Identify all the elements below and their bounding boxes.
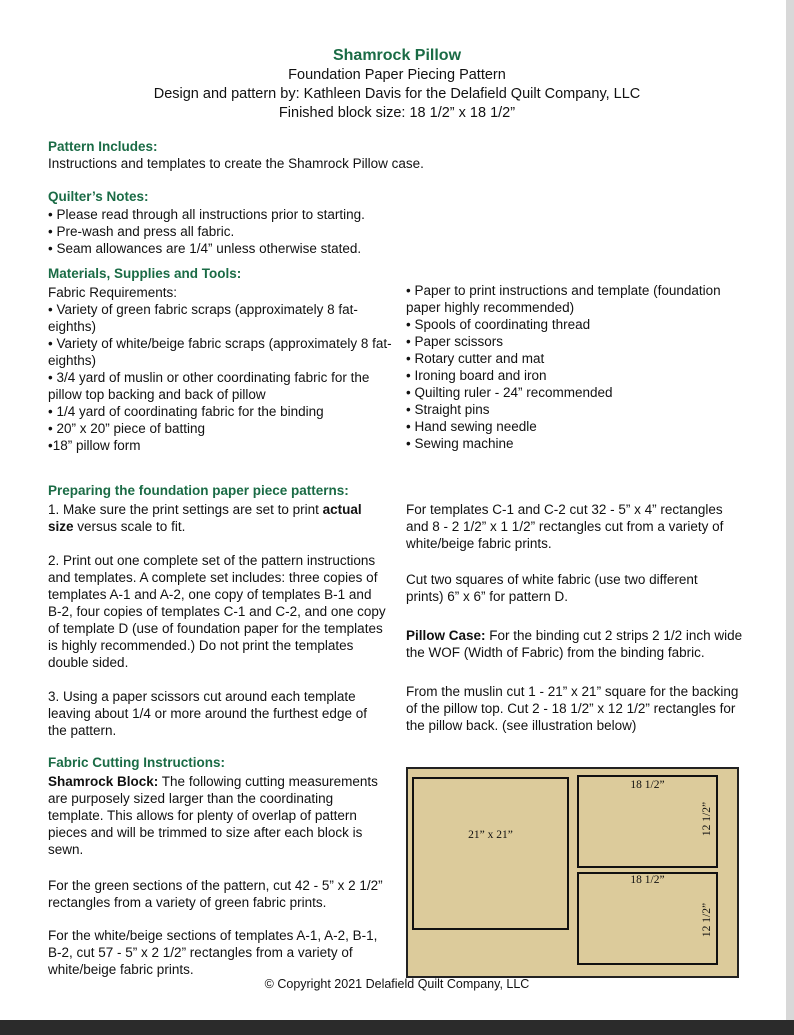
- c-templates-text: For templates C-1 and C-2 cut 32 - 5” x 4” rectangles and 8 - 2 1/2” x 1 1/2” rectangles cut from a variety of white/beige fabric prints.: [406, 502, 724, 551]
- fabric-requirements-label: Fabric Requirements:: [48, 285, 178, 300]
- rect1-width-label: 18 1/2”: [630, 779, 665, 791]
- rect2-width-label: 18 1/2”: [630, 874, 665, 886]
- materials-right-list: [406, 282, 746, 452]
- list-item: • 3/4 yard of muslin or other coordinating fabric for the pillow top backing and back of pillow: [48, 370, 370, 402]
- pillow-case-text: [406, 627, 746, 661]
- shamrock-block-text: [48, 773, 383, 858]
- list-item: • Variety of white/beige fabric scraps (approximately 8 fat-eighths): [48, 336, 392, 368]
- list-item: • 20” x 20” piece of batting: [48, 421, 206, 436]
- rectangle-piece-1: [577, 775, 718, 868]
- pattern-includes-text: Instructions and templates to create the Shamrock Pillow case.: [48, 156, 424, 171]
- list-item: • Ironing board and iron: [406, 368, 547, 383]
- white-cut-text: For the white/beige sections of templates A-1, A-2, B-1, B-2, cut 57 - 5” x 2 1/2” rectangles from a variety of white/beige fabric prints.: [48, 928, 378, 977]
- preparing-heading: Preparing the foundation paper piece patterns:: [48, 483, 349, 498]
- step-1-bold: actual size: [48, 502, 362, 534]
- step-3: 3. Using a paper scissors cut around each template leaving about 1/4 or more around the furthest edge of the pattern.: [48, 689, 367, 738]
- subtitle: Foundation Paper Piecing Pattern: [288, 67, 506, 83]
- page-edge: [786, 0, 794, 1020]
- pillow-case-desc: For the binding cut 2 strips 2 1/2 inch wide the WOF (Width of Fabric) from the binding fabric.: [406, 628, 743, 660]
- shamrock-block-desc: The following cutting measurements are purposely sized larger than the coordinating template. This allows for plenty of overlap of pattern pieces and will be trimmed to size after each block is sewn.: [48, 774, 378, 857]
- bottom-bar: [0, 1020, 794, 1035]
- pillow-case-label: Pillow Case:: [406, 628, 486, 643]
- list-item: • Paper scissors: [406, 334, 504, 349]
- quilters-notes-heading: Quilter’s Notes:: [48, 189, 149, 204]
- list-item: • Straight pins: [406, 402, 490, 417]
- square-label: 21” x 21”: [468, 829, 513, 841]
- square-piece: [412, 777, 569, 930]
- page-title: Shamrock Pillow: [332, 47, 462, 64]
- list-item: • Paper to print instructions and template (foundation paper highly recommended): [406, 283, 721, 315]
- list-item: • Rotary cutter and mat: [406, 351, 545, 366]
- step-1: [48, 501, 388, 535]
- green-cut-text: For the green sections of the pattern, cut 42 - 5” x 2 1/2” rectangles from a variety of green fabric prints.: [48, 878, 383, 910]
- list-item: • Sewing machine: [406, 436, 514, 451]
- materials-heading: Materials, Supplies and Tools:: [48, 266, 242, 281]
- rect1-height-label: 12 1/2”: [701, 801, 713, 837]
- pillow-cutting-diagram: [406, 767, 739, 978]
- list-item: • Variety of green fabric scraps (approximately 8 fat-eighths): [48, 302, 358, 334]
- list-item: • Pre-wash and press all fabric.: [48, 224, 235, 239]
- step-2: 2. Print out one complete set of the pattern instructions and templates. A complete set includes: three copies of templates A-1 and A-2, one copy of templates B-1 and B-2, four copies of templates C-1 and C-2, and one copy of template D (use of foundation paper for the templates is highly recommended.) Do not print the templates double sided.: [48, 553, 386, 670]
- cutting-heading: Fabric Cutting Instructions:: [48, 755, 225, 770]
- quilters-notes-list: [48, 206, 408, 257]
- materials-left-list: [48, 284, 393, 454]
- list-item: • Seam allowances are 1/4” unless otherwise stated.: [48, 241, 362, 256]
- step-1-text-end: versus scale to fit.: [73, 519, 186, 534]
- pattern-includes-heading: Pattern Includes:: [48, 139, 158, 154]
- rect2-height-label: 12 1/2”: [701, 902, 713, 938]
- list-item: •18” pillow form: [48, 438, 141, 453]
- step-1-text: 1. Make sure the print settings are set to print: [48, 502, 323, 517]
- list-item: • 1/4 yard of coordinating fabric for the binding: [48, 404, 324, 419]
- d-template-text: Cut two squares of white fabric (use two different prints) 6” x 6” for pattern D.: [406, 572, 698, 604]
- rectangle-piece-2: [577, 872, 718, 965]
- list-item: • Please read through all instructions prior to starting.: [48, 207, 365, 222]
- list-item: • Quilting ruler - 24” recommended: [406, 385, 613, 400]
- list-item: • Hand sewing needle: [406, 419, 537, 434]
- muslin-text: From the muslin cut 1 - 21” x 21” square for the backing of the pillow top. Cut 2 - 18 1/2” x 12 1/2” rectangles for the pillow back. (see illustration below): [406, 684, 739, 733]
- byline: Design and pattern by: Kathleen Davis for the Delafield Quilt Company, LLC: [153, 86, 641, 102]
- shamrock-block-label: Shamrock Block:: [48, 774, 159, 789]
- copyright-footer: © Copyright 2021 Delafield Quilt Company, LLC: [264, 977, 530, 991]
- list-item: • Spools of coordinating thread: [406, 317, 591, 332]
- block-size: Finished block size: 18 1/2” x 18 1/2”: [278, 105, 516, 121]
